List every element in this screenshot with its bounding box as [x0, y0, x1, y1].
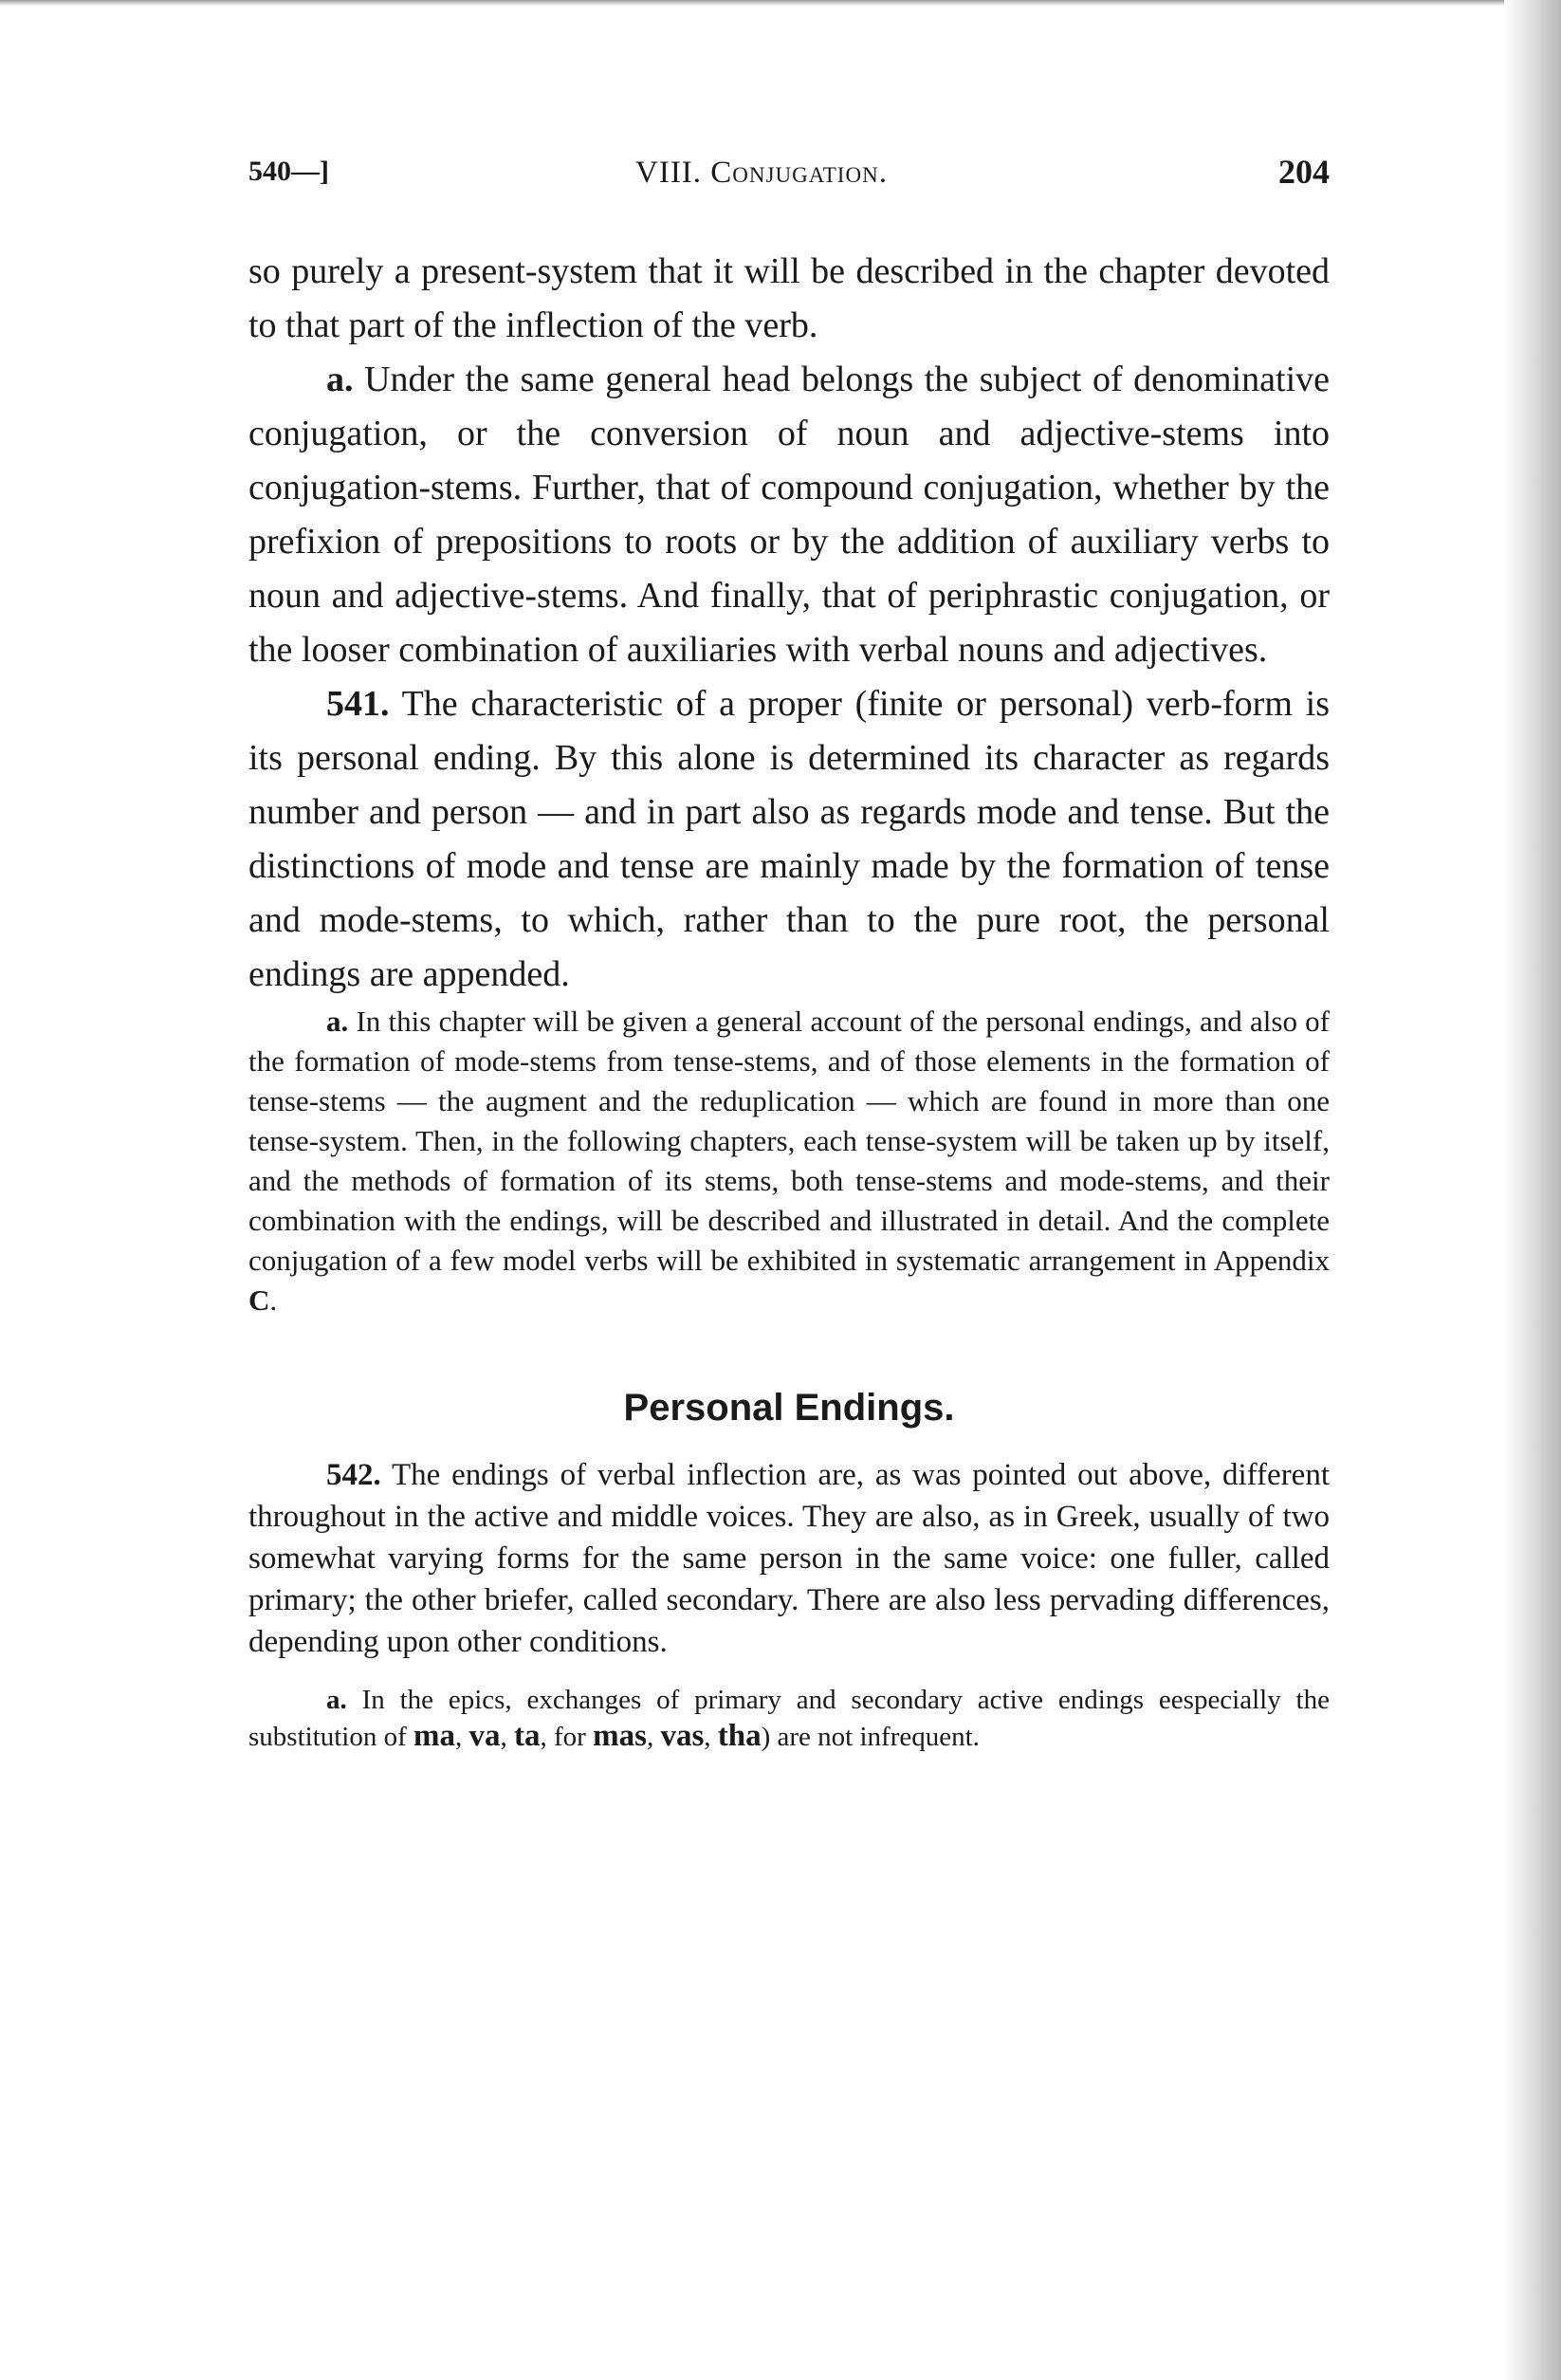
paragraph-text: In the epics, exchanges of primary and secondary active endings eespecially the substitution of — [248, 1685, 1330, 1752]
ending-form: mas — [593, 1719, 647, 1753]
paragraph-number: 541. — [326, 684, 390, 724]
paragraph-number: 542. — [326, 1458, 381, 1492]
paragraph-540-continuation: so purely a present-system that it will be described in the chapter devoted to that part of the inflection of the verb. — [248, 251, 1330, 345]
section-heading: Personal Endings. — [623, 1387, 955, 1429]
paragraph-542 — [248, 1454, 1330, 1663]
paragraph-542a — [248, 1682, 1330, 1755]
paragraph-text: Under the same general head belongs the subject of denominative conjugation, or the conversion of noun and adjective-stems into conjugation-stems. Further, that of compound conjugation, whether by the prefixion of prepositions to roots or by the addition of auxiliary verbs to noun and adjective-stems. And finally, that of periphrastic conjugation, or the looser combination of auxiliaries with verbal nouns and adjectives. — [248, 360, 1330, 670]
paragraph-text: ) are not infrequent. — [761, 1722, 980, 1752]
ending-form: ma — [413, 1719, 456, 1753]
paragraph-text: The characteristic of a proper (finite or personal) verb-form is its personal ending. By this alone is determined its character as regards number and person — and in part also as regards mode and tense. But the distinctions of mode and tense are mainly made by the formation of tense and mode-stems, to which, rather than to the pure root, the personal endings are appended. — [248, 684, 1330, 994]
running-header — [248, 142, 1330, 199]
ending-form: ta — [514, 1719, 541, 1753]
separator: , — [646, 1722, 661, 1752]
separator: , — [455, 1722, 469, 1752]
ending-form: vas — [660, 1719, 705, 1753]
paragraph-541 — [248, 677, 1330, 1002]
paragraph-541a — [248, 1002, 1330, 1320]
ending-form: tha — [717, 1719, 762, 1753]
paragraph-label: a. — [326, 360, 354, 399]
paragraph-end: . — [269, 1283, 278, 1317]
ending-form: va — [468, 1719, 501, 1753]
scan-edge-right — [1504, 0, 1561, 2380]
chapter-title: VIII. Conjugation. — [635, 156, 888, 190]
appendix-reference: C — [248, 1283, 270, 1317]
paragraph-text: , for — [540, 1722, 594, 1752]
separator: , — [500, 1722, 515, 1752]
scan-edge-top — [0, 0, 1561, 6]
book-page — [248, 142, 1330, 1755]
paragraph-text: In this chapter will be given a general account of the personal endings, and also of the formation of mode-stems from tense-stems, and of those elements in the formation of tense-stems — the augment and the reduplication — which are found in more than one tense-system. Then, in the following chapters, each tense-system will be taken up by itself, and the methods of formation of its stems, both tense-stems and mode-stems, and their combination with the endings, will be described and illustrated in detail. And the complete conjugation of a few model verbs will be exhibited in systematic arrangement in Appendix — [248, 1005, 1330, 1277]
separator: , — [704, 1722, 718, 1752]
paragraph-540a — [248, 353, 1330, 677]
main-text — [248, 245, 1330, 1320]
paragraph-label: a. — [326, 1005, 349, 1038]
paragraph-label: a. — [326, 1685, 347, 1715]
section-reference: 540—] — [248, 156, 329, 187]
page-number: 204 — [1278, 153, 1330, 191]
paragraph-text: The endings of verbal inflection are, as was pointed out above, different throughout in the active and middle voices. They are also, as in Greek, usually of two somewhat varying forms for the same person in the same voice: one fuller, called primary; the other briefer, called secondary. There are also less pervading differences, depending upon other conditions. — [248, 1458, 1330, 1659]
